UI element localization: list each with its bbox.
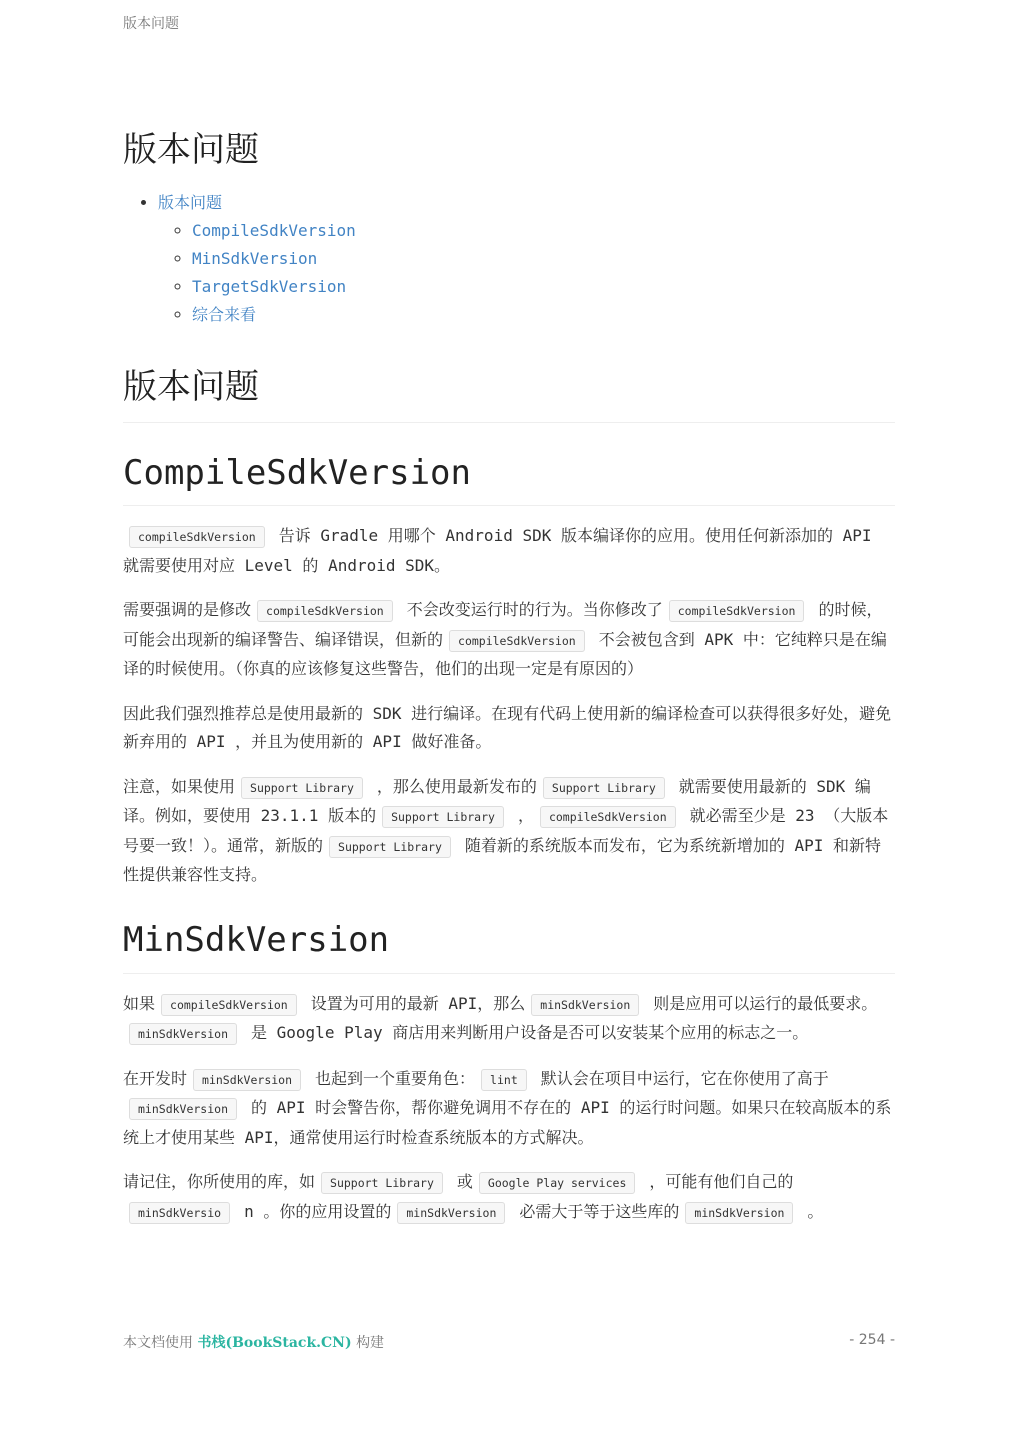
inline-code: Google Play services	[479, 1172, 635, 1194]
paragraph	[123, 1168, 895, 1227]
footer-suffix: 构建	[356, 1335, 385, 1351]
bookstack-link[interactable]: 书栈(BookStack.CN)	[197, 1335, 352, 1351]
paragraph	[123, 522, 895, 580]
page-number: - 254 -	[849, 1332, 895, 1348]
inline-code: compileSdkVersion	[669, 600, 805, 622]
inline-code: minSdkVersion	[193, 1069, 301, 1091]
paragraph: 因此我们强烈推荐总是使用最新的 SDK 进行编译。在现有代码上使用新的编译检查可以获得很多好处，避免新弃用的 API ，并且为使用新的 API 做好准备。	[123, 703, 892, 752]
inline-code: minSdkVersion	[531, 994, 639, 1016]
inline-code: lint	[481, 1069, 527, 1091]
inline-code: minSdkVersion	[129, 1023, 237, 1045]
inline-code: Support Library	[321, 1172, 443, 1194]
text: 也起到一个重要角色：	[315, 1068, 476, 1088]
text: 默认会在项目中运行，它在你使用了高于	[540, 1068, 829, 1088]
inline-code: minSdkVersion	[685, 1202, 793, 1224]
text: 则是应用可以运行的最低要求。	[653, 993, 878, 1013]
paragraph	[123, 773, 895, 890]
toc-link-minsdkversion[interactable]: MinSdkVersion	[192, 248, 318, 268]
toc-link-top[interactable]: 版本问题	[158, 192, 223, 212]
document-body	[123, 130, 895, 1227]
text: 不会被包含到 APK 中：它纯粹只是在编译的时候使用。（你真的应该修复这些警告，他们的出现一定是有原因的）	[123, 629, 887, 679]
toc-item	[158, 189, 895, 329]
toc-item	[192, 217, 895, 245]
text: 就需要使用最新的 SDK 编译。例如，要使用 23.1.1 版本的	[123, 776, 871, 826]
section-heading: 版本问题	[123, 367, 895, 423]
inline-code: compileSdkVersion	[129, 526, 265, 548]
text: 的时候，可能会出现新的编译警告、编译错误，但新的	[123, 600, 883, 649]
toc-link-summary[interactable]: 综合来看	[192, 304, 257, 324]
inline-code: compileSdkVersion	[540, 806, 676, 828]
text: 或	[456, 1172, 473, 1192]
text: 需要强调的是修改	[123, 600, 252, 620]
inline-code: Support Library	[241, 777, 363, 799]
footer-prefix: 本文档使用	[123, 1335, 193, 1351]
text: 就必需至少是 23 （大版本号要一致！）。通常，新版的	[123, 806, 889, 855]
inline-code: minSdkVersion	[397, 1202, 505, 1224]
toc-item	[192, 273, 895, 301]
inline-code: minSdkVersio	[129, 1202, 230, 1224]
text: 。	[807, 1201, 824, 1221]
toc-link-targetsdkversion[interactable]: TargetSdkVersion	[192, 276, 347, 296]
text: ，可能有他们自己的	[649, 1172, 794, 1192]
toc-item	[192, 301, 895, 329]
text: 的 API 时会警告你，帮你避免调用不存在的 API 的运行时问题。如果只在较高版本的系统上才使用某些 API，通常使用运行时检查系统版本的方式解决。	[123, 1098, 892, 1147]
heading-compilesdkversion: CompileSdkVersion	[123, 453, 895, 507]
text: 在开发时	[123, 1068, 188, 1088]
inline-code: Support Library	[543, 777, 665, 799]
document-title: 版本问题	[123, 130, 259, 170]
text: 随着新的系统版本而发布，它为系统新增加的 API 和新特性提供兼容性支持。	[123, 835, 882, 885]
inline-code: compileSdkVersion	[449, 630, 585, 652]
page-footer	[123, 1332, 895, 1352]
paragraph	[123, 990, 895, 1049]
text: 是 Google Play 商店用来判断用户设备是否可以安装某个应用的标志之一。	[251, 1023, 809, 1043]
text: 如果	[123, 993, 156, 1013]
text: 请记住，你所使用的库，如	[123, 1172, 316, 1192]
inline-code: Support Library	[329, 836, 451, 858]
running-header: 版本问题	[123, 16, 179, 32]
inline-code: Support Library	[382, 806, 504, 828]
text: 注意，如果使用	[123, 776, 236, 796]
toc-link-compilesdkversion[interactable]: CompileSdkVersion	[192, 220, 356, 240]
text: 告诉 Gradle 用哪个 Android SDK 版本编译你的应用。使用任何新添加的 API 就需要使用对应 Level 的 Android SDK。	[123, 526, 872, 575]
paragraph	[123, 1065, 895, 1153]
text: n 。你的应用设置的	[244, 1201, 392, 1221]
table-of-contents	[123, 189, 895, 329]
text: 设置为可用的最新 API，那么	[310, 993, 526, 1013]
toc-item	[192, 245, 895, 273]
inline-code: compileSdkVersion	[161, 994, 297, 1016]
text: ，	[517, 806, 534, 826]
inline-code: compileSdkVersion	[257, 600, 393, 622]
heading-minsdkversion: MinSdkVersion	[123, 920, 895, 974]
text: 必需大于等于这些库的	[519, 1201, 680, 1221]
text: 不会改变运行时的行为。当你修改了	[406, 600, 663, 620]
inline-code: minSdkVersion	[129, 1098, 237, 1120]
text: ，那么使用最新发布的	[376, 776, 537, 796]
footer-credit	[123, 1332, 384, 1352]
paragraph	[123, 596, 895, 684]
